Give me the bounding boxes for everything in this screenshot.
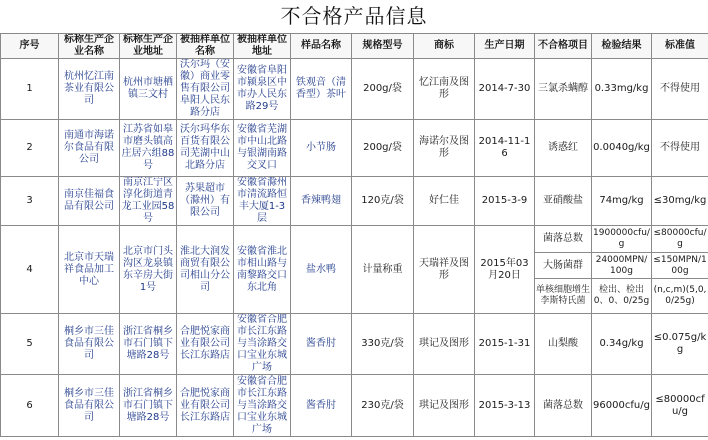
header-spec: 规格型号 [352,34,414,59]
header-brand: 商标 [414,34,475,59]
cell-brand: 琪记及图形 [414,375,475,437]
cell-sampled: 合肥悦家商业有限公司长江东路店 [177,314,234,375]
cell-no: 1 [1,59,59,120]
table-row [1,375,708,437]
cell-sampled-addr: 安徽省芜湖市中山北路与银湖南路交叉口 [234,120,291,177]
header-date: 生产日期 [475,34,535,59]
header-item: 不合格项目 [535,34,592,59]
cell-result: 96000cfu/g [592,375,652,437]
cell-producer: 北京市天瑞祥食品加工中心 [59,226,120,314]
cell-sample: 盐水鸭 [291,226,352,314]
cell-sampled-addr: 安徽省合肥市长江东路与当涂路交口宝业东城广场 [234,314,291,375]
cell-brand: 琪记及图形 [414,314,475,375]
header-row [1,34,708,59]
cell-result: 74mg/kg [592,177,652,226]
cell-sampled-addr: 安徽省滁州市清流路恒丰大厦1-3层 [234,177,291,226]
cell-producer-addr: 南京江宁区淳化街道青龙工业园58号 [120,177,177,226]
cell-result: 0.34g/kg [592,314,652,375]
table-row [1,120,708,177]
header-producer-addr: 标称生产企业地址 [120,34,177,59]
cell-result: 1900000cfu/g [592,226,652,253]
header-producer: 标称生产企业名称 [59,34,120,59]
cell-brand: 海诺尔及图形 [414,120,475,177]
table-row [1,59,708,120]
cell-spec: 230克/袋 [352,375,414,437]
cell-result: 检出、检出0、0、0/25g [592,279,652,314]
cell-producer-addr: 浙江省桐乡市石门镇下塘路28号 [120,375,177,437]
cell-sampled: 合肥悦家商业有限公司长江东路店 [177,375,234,437]
cell-sample: 小节肠 [291,120,352,177]
cell-item: 亚硝酸盐 [535,177,592,226]
cell-no: 3 [1,177,59,226]
header-sampled: 被抽样单位名称 [177,34,234,59]
cell-date: 2014-11-16 [475,120,535,177]
cell-date: 2014-7-30 [475,59,535,120]
header-sample: 样品名称 [291,34,352,59]
cell-standard: 不得使用 [652,59,708,120]
cell-result: 24000MPN/100g [592,253,652,279]
cell-no: 6 [1,375,59,437]
cell-sampled-addr: 安徽省阜阳市颍泉区中市办人民东路29号 [234,59,291,120]
cell-producer-addr: 北京市门头沟区龙泉镇东辛房大街1号 [120,226,177,314]
header-sampled-addr: 被抽样单位地址 [234,34,291,59]
cell-standard: 不得使用 [652,120,708,177]
cell-brand: 忆江南及图形 [414,59,475,120]
cell-brand: 好仁佳 [414,177,475,226]
cell-spec: 330克/袋 [352,314,414,375]
cell-standard: ≤0.075g/kg [652,314,708,375]
cell-item: 大肠菌群 [535,253,592,279]
cell-date: 2015年03月20日 [475,226,535,314]
cell-item: 诱惑红 [535,120,592,177]
cell-spec: 120克/袋 [352,177,414,226]
cell-standard: ≤150MPN/100g [652,253,708,279]
cell-sampled: 沃尔玛华东百货有限公司芜湖中山北路分店 [177,120,234,177]
cell-item: 菌落总数 [535,375,592,437]
cell-producer-addr: 杭州市塘栖镇三文村 [120,59,177,120]
cell-spec: 计量称重 [352,226,414,314]
cell-date: 2015-3-13 [475,375,535,437]
cell-no: 2 [1,120,59,177]
cell-producer: 南通市海诺尔食品有限公司 [59,120,120,177]
cell-sampled-addr: 安徽省淮北市相山路与南黎路交口东北角 [234,226,291,314]
header-standard: 标准值 [652,34,708,59]
product-table [0,33,708,437]
cell-item: 菌落总数 [535,226,592,253]
cell-sample: 酱香肘 [291,314,352,375]
cell-sample: 酱香肘 [291,375,352,437]
cell-spec: 200g/袋 [352,120,414,177]
cell-spec: 200g/袋 [352,59,414,120]
page-title: 不合格产品信息 [280,4,428,28]
cell-sampled: 沃尔玛（安徽）商业零售有限公司阜阳人民东路分店 [177,59,234,120]
cell-producer: 桐乡市三佳食品有限公司 [59,375,120,437]
cell-producer-addr: 浙江省桐乡市石门镇下塘路28号 [120,314,177,375]
cell-item: 山梨酸 [535,314,592,375]
cell-no: 4 [1,226,59,314]
header-no: 序号 [1,34,59,59]
cell-item: 三氯杀螨醇 [535,59,592,120]
cell-producer: 桐乡市三佳食品有限公司 [59,314,120,375]
cell-brand: 天瑞祥及图形 [414,226,475,314]
header-result: 检验结果 [592,34,652,59]
table-row [1,314,708,375]
cell-sampled: 苏果超市（滁州）有限公司 [177,177,234,226]
cell-sample: 香辣鸭翅 [291,177,352,226]
cell-standard: ≤80000cfu/g [652,226,708,253]
cell-date: 2015-3-9 [475,177,535,226]
cell-producer: 南京佳福食品有限公司 [59,177,120,226]
cell-standard: ≤30mg/kg [652,177,708,226]
table-row [1,226,708,253]
cell-no: 5 [1,314,59,375]
cell-producer: 杭州忆江南茶业有限公司 [59,59,120,120]
cell-sampled: 淮北大润发商贸有限公司相山分公司 [177,226,234,314]
cell-item: 单核细胞增生李斯特氏菌 [535,279,592,314]
cell-standard: (n,c,m)(5,0,0/25g) [652,279,708,314]
cell-date: 2015-1-31 [475,314,535,375]
cell-standard: ≤80000cfu/g [652,375,708,437]
cell-result: 0.0040g/kg [592,120,652,177]
cell-producer-addr: 江苏省如皋市磨头镇高庄居六组88号 [120,120,177,177]
cell-sampled-addr: 安徽省合肥市长江东路与当涂路交口宝业东城广场 [234,375,291,437]
cell-sample: 铁观音（清香型）茶叶 [291,59,352,120]
cell-result: 0.33mg/kg [592,59,652,120]
table-row [1,177,708,226]
